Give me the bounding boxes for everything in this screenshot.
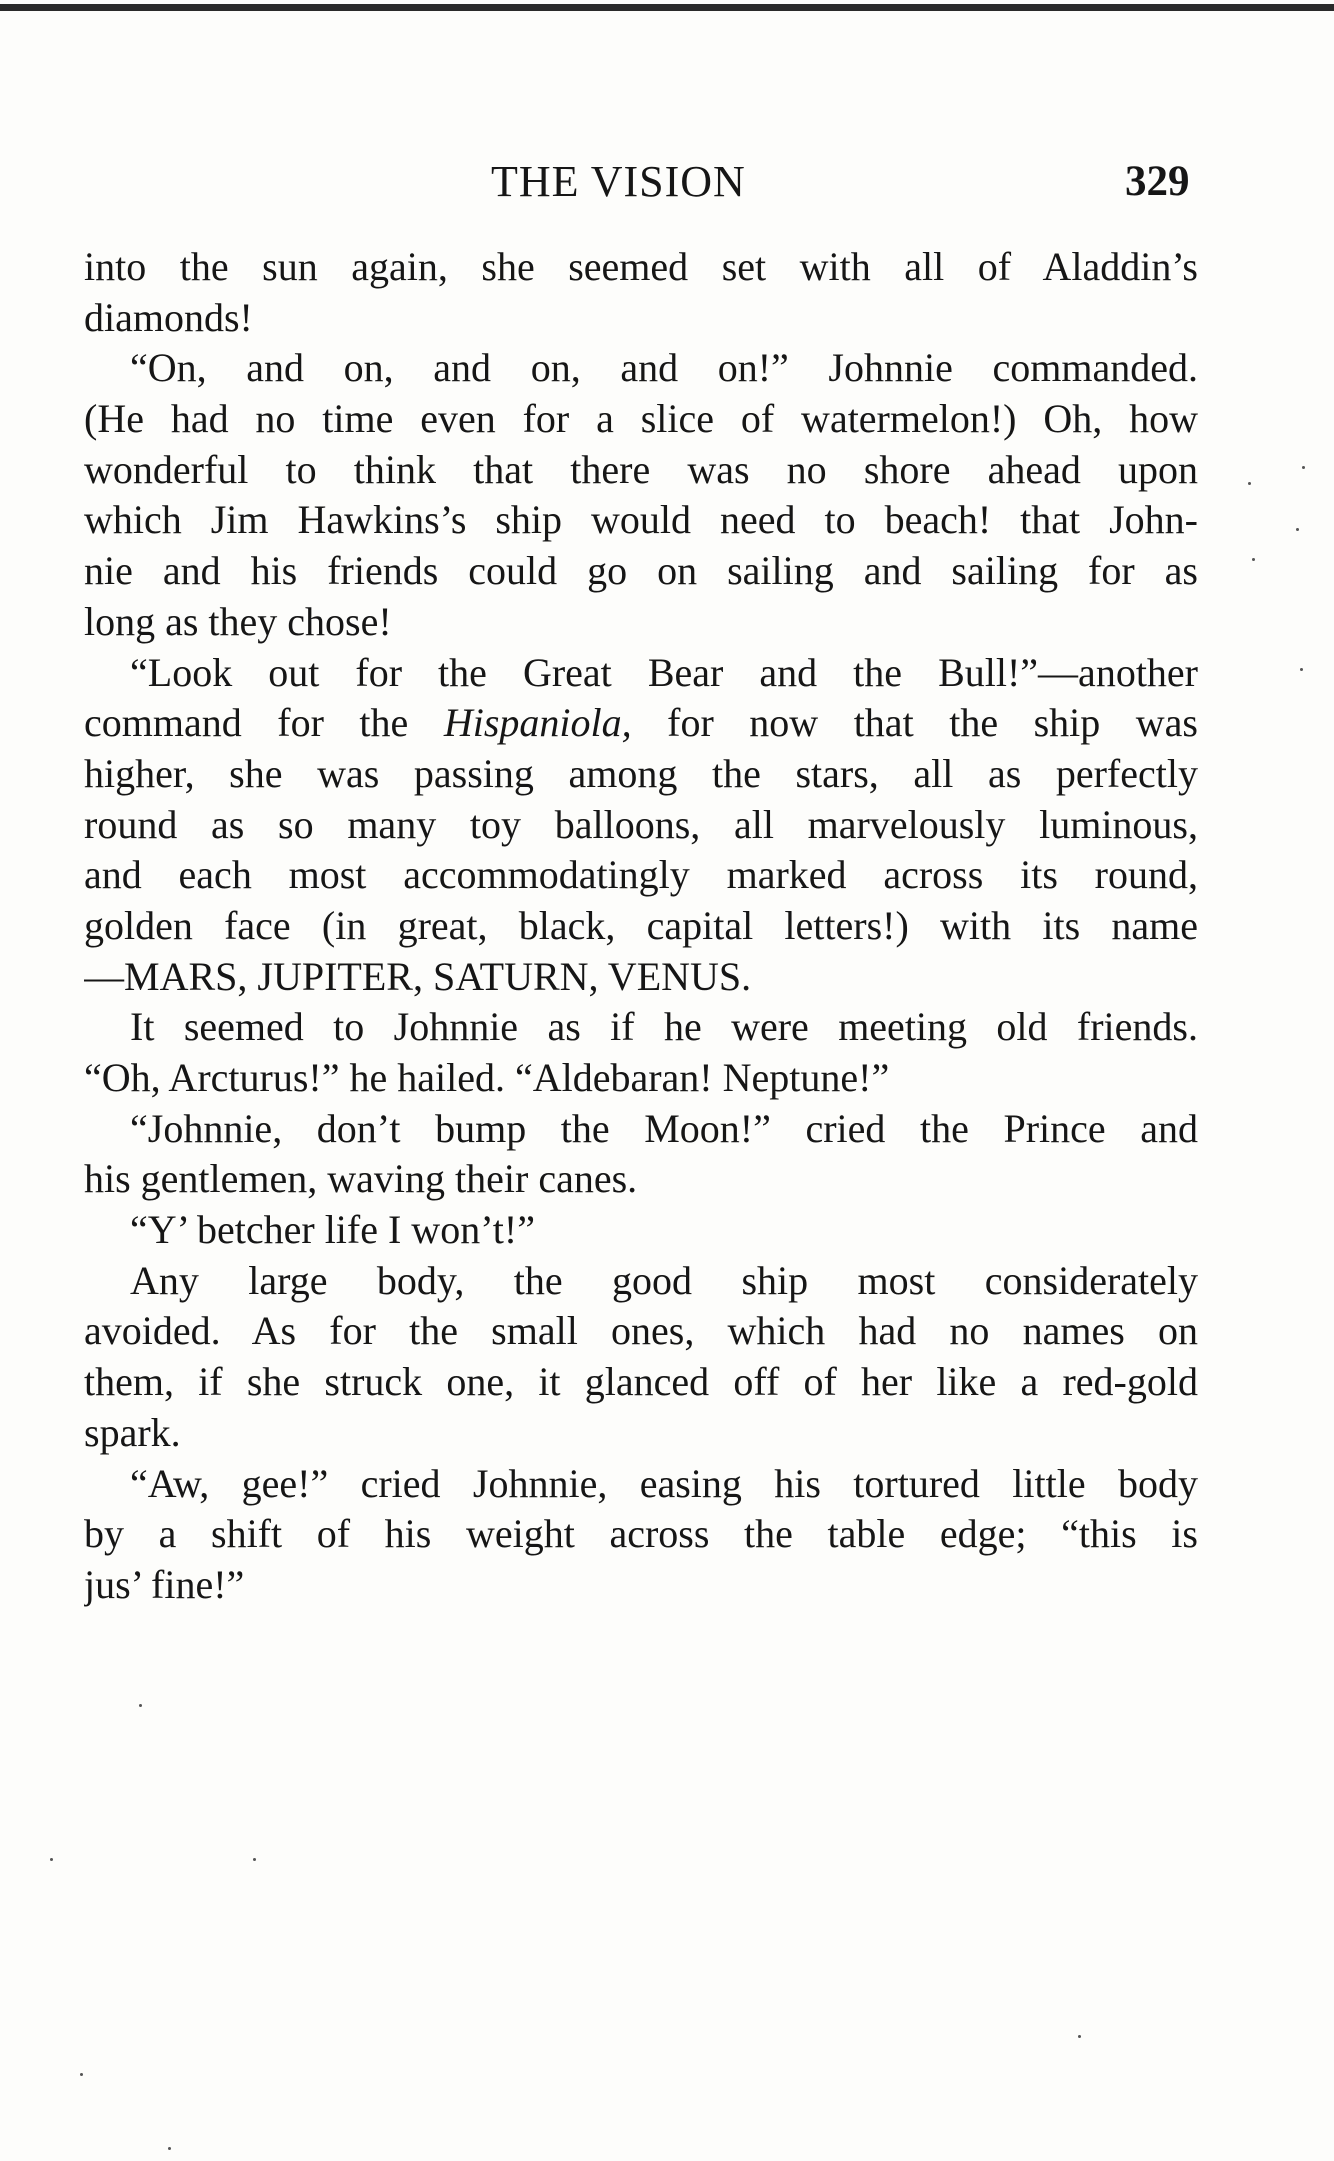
text-line: Any large body, the good ship most considerately [130,1257,1198,1303]
page-number: 329 [1125,158,1190,205]
text-line: them, if she struck one, it glanced off of her like a red-gold [84,1359,1198,1405]
top-edge-rule [0,4,1334,11]
text-line-with-italic [84,698,1198,749]
text-line: long as they chose! [84,598,392,644]
text-line: golden face (in great, black, capital letters!) with its name [84,902,1198,948]
paper-speck [139,1704,142,1707]
paper-speck [168,2147,171,2150]
running-head [0,152,1334,212]
paper-speck [80,2073,83,2076]
paper-speck [1252,558,1255,561]
text-line: wonderful to think that there was no shore ahead upon [84,446,1198,492]
text-line: “Y’ betcher life I won’t!” [130,1207,535,1253]
text-segment: for now that the ship was [631,700,1198,746]
paper-speck [1300,668,1303,671]
paper-speck [253,1858,256,1861]
text-line: spark. [84,1409,181,1455]
paper-speck [1296,528,1299,531]
text-line: into the sun again, she seemed set with all of Aladdin’s [84,244,1198,289]
text-line: nie and his friends could go on sailing and sailing for as [84,548,1198,594]
text-line: “Aw, gee!” cried Johnnie, easing his tortured little body [130,1460,1198,1506]
text-line: “Look out for the Great Bear and the Bull!”—another [130,649,1198,695]
text-line: by a shift of his weight across the table edge; “this is [84,1511,1198,1557]
paper-speck [1248,482,1251,485]
text-line: which Jim Hawkins’s ship would need to beach! that John- [84,497,1198,543]
text-line: round as so many toy balloons, all marvelously luminous, [84,801,1198,847]
text-segment: command for the [84,700,444,746]
text-line: It seemed to Johnnie as if he were meeting old friends. [130,1004,1198,1050]
text-line: diamonds! [84,294,253,340]
running-title: THE VISION [491,157,746,206]
text-line: jus’ fine!” [84,1561,245,1607]
paper-speck [50,1858,53,1861]
text-line: higher, she was passing among the stars, all as perfectly [84,750,1198,796]
text-line: —MARS, JUPITER, SATURN, VENUS. [84,953,752,999]
paper-speck [1302,466,1305,469]
paper-speck [1078,2035,1081,2038]
text-line: avoided. As for the small ones, which had no names on [84,1308,1198,1354]
text-line: his gentlemen, waving their canes. [84,1156,638,1202]
text-line: “On, and on, and on, and on!” Johnnie commanded. [130,345,1198,391]
text-line: “Johnnie, don’t bump the Moon!” cried the Prince and [130,1105,1198,1151]
text-line: (He had no time even for a slice of watermelon!) Oh, how [84,396,1198,442]
body-text [84,242,1198,1611]
ship-name-italic: Hispaniola, [443,700,632,746]
text-line: and each most accommodatingly marked across its round, [84,852,1198,898]
text-line: “Oh, Arcturus!” he hailed. “Aldebaran! Neptune!” [84,1055,890,1100]
